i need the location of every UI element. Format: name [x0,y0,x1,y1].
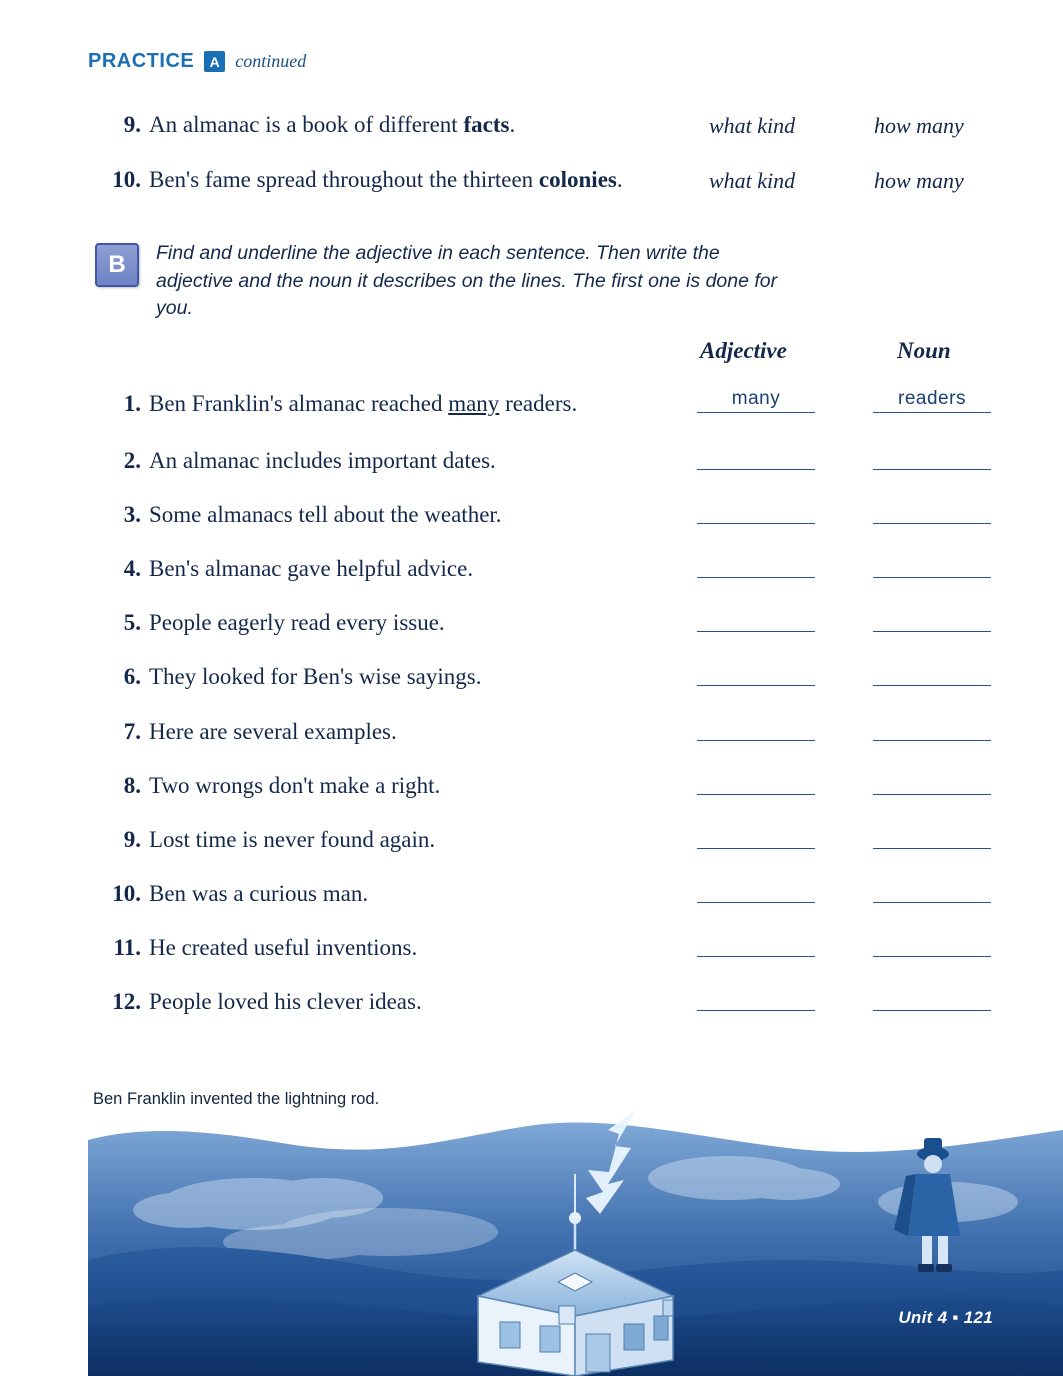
item-sentence [149,112,515,138]
answer-line-adjective[interactable] [697,551,815,578]
item-sentence [149,391,577,417]
practice-continued-label: continued [235,51,307,71]
item-number: 10. [112,881,141,906]
answer-line-noun[interactable] [873,551,991,578]
item-number: 3. [123,502,141,527]
choice-what-kind[interactable]: what kind [709,168,796,193]
item-sentence: Here are several examples. [149,719,397,744]
item-number: 9. [123,112,141,137]
list-item [95,556,473,582]
answer-line-adjective[interactable] [697,822,815,849]
item-sentence: He created useful inventions. [149,935,418,960]
answer-line-adjective[interactable] [697,386,815,413]
item-sentence: People eagerly read every issue. [149,610,445,635]
item-number: 11. [113,935,141,960]
sentence-text: Ben's fame spread throughout the thirteen [149,167,539,192]
answer-line-noun[interactable] [873,443,991,470]
practice-section-badge: A [204,51,225,72]
item-number: 10. [112,167,141,192]
item-sentence: Ben's almanac gave helpful advice. [149,556,474,581]
choice-what-kind[interactable]: what kind [709,113,796,138]
answer-line-noun[interactable] [873,714,991,741]
answer-line-adjective[interactable] [697,930,815,957]
sentence-bold-word: facts [463,112,510,137]
item-number: 6. [123,664,141,689]
answer-line-noun[interactable] [873,822,991,849]
illustration-svg [88,1110,1063,1376]
list-item [95,664,481,690]
sentence-tail: . [509,112,516,137]
sentence-bold-word: colonies [538,167,617,192]
item-number: 12. [112,989,141,1014]
item-number: 7. [123,719,141,744]
answer-line-noun[interactable] [873,876,991,903]
answer-line-adjective[interactable] [697,876,815,903]
illustration-caption: Ben Franklin invented the lightning rod. [93,1090,380,1108]
answer-line-noun[interactable] [873,605,991,632]
answer-line-adjective[interactable] [697,605,815,632]
list-item [95,391,577,417]
item-number: 8. [123,773,141,798]
answer-line-noun[interactable] [873,984,991,1011]
practice-label: PRACTICE [88,50,195,72]
answer-text: many [731,388,781,409]
list-item [95,881,368,907]
list-item [95,448,496,474]
sentence-text: An almanac is a book of different [149,112,464,137]
choice-how-many[interactable]: how many [874,168,964,193]
list-item [95,112,995,138]
answer-text: readers [898,388,966,409]
sentence-text: Ben Franklin's almanac reached [149,391,449,416]
list-item [95,773,440,799]
item-sentence: Lost time is never found again. [149,827,436,852]
answer-line-adjective[interactable] [697,443,815,470]
list-item [95,719,397,745]
answer-line-adjective[interactable] [697,768,815,795]
list-item [95,502,502,528]
sentence-tail: readers. [499,391,578,416]
item-number: 1. [123,391,141,416]
item-sentence: They looked for Ben's wise sayings. [149,664,482,689]
answer-line-noun[interactable] [873,497,991,524]
item-sentence: People loved his clever ideas. [149,989,422,1014]
answer-line-adjective[interactable] [697,497,815,524]
list-item [95,935,417,961]
answer-line-adjective[interactable] [697,659,815,686]
list-item [95,610,445,636]
item-sentence: Some almanacs tell about the weather. [149,502,502,527]
item-number: 9. [123,827,141,852]
item-number: 2. [123,448,141,473]
item-number: 5. [123,610,141,635]
section-b-directions: Find and underline the adjective in each sentence. Then write the adjective and the noun it describes on the lines. The first one is done for you. [156,242,778,320]
choice-how-many[interactable]: how many [874,113,964,138]
illustration-lightning-rod [88,1110,1063,1376]
answer-line-adjective[interactable] [697,984,815,1011]
item-sentence: Ben was a curious man. [149,881,369,906]
item-number: 4. [123,556,141,581]
answer-line-adjective[interactable] [697,714,815,741]
answer-line-noun[interactable] [873,386,991,413]
answer-line-noun[interactable] [873,659,991,686]
sentence-tail: . [616,167,623,192]
answer-line-noun[interactable] [873,768,991,795]
column-header-adjective: Adjective [700,338,787,363]
item-sentence: An almanac includes important dates. [149,448,496,473]
underlined-adjective: many [448,391,500,416]
practice-header [88,50,306,73]
list-item [95,827,435,853]
list-item [95,989,422,1015]
column-header-noun: Noun [897,338,951,363]
answer-line-noun[interactable] [873,930,991,957]
item-sentence [149,167,623,193]
list-item [95,167,995,193]
item-sentence: Two wrongs don't make a right. [149,773,441,798]
section-b-badge: B [95,243,139,287]
page-footer: Unit 4 ▪ 121 [898,1308,993,1327]
